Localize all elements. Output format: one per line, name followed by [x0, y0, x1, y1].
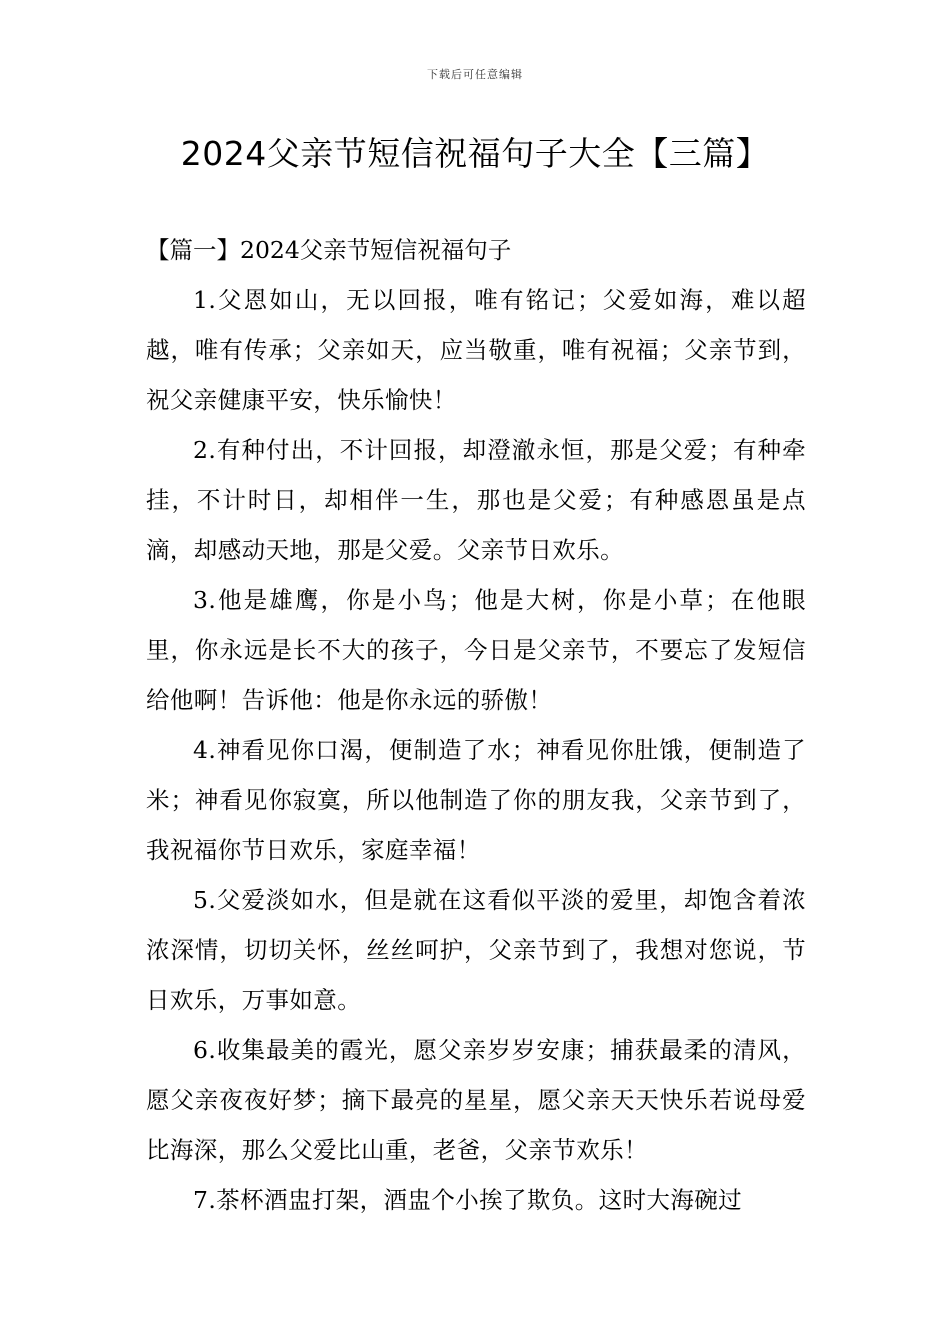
section-heading: 【篇一】2024父亲节短信祝福句子 — [146, 236, 512, 264]
paragraph-4: 4.神看见你口渴，便制造了水；神看见你肚饿，便制造了米；神看见你寂寞，所以他制造了你的朋友我，父亲节到了，我祝福你节日欢乐，家庭幸福！ — [146, 736, 806, 864]
header-note: 下载后可任意编辑 — [427, 68, 523, 81]
paragraph-6: 6.收集最美的霞光，愿父亲岁岁安康；捕获最柔的清风，愿父亲夜夜好梦；摘下最亮的星星，愿父亲天天快乐若说母爱比海深，那么父爱比山重，老爸，父亲节欢乐！ — [146, 1036, 806, 1164]
paragraph-2: 2.有种付出，不计回报，却澄澈永恒，那是父爱；有种牵挂，不计时日，却相伴一生，那也是父爱；有种感恩虽是点滴，却感动天地，那是父爱。父亲节日欢乐。 — [146, 436, 806, 564]
document-title: 2024父亲节短信祝福句子大全【三篇】 — [180, 134, 770, 173]
paragraph-3: 3.他是雄鹰，你是小鸟；他是大树，你是小草；在他眼里，你永远是长不大的孩子，今日是父亲节，不要忘了发短信给他啊！告诉他：他是你永远的骄傲！ — [146, 586, 806, 714]
paragraph-1: 1.父恩如山，无以回报，唯有铭记；父爱如海，难以超越，唯有传承；父亲如天，应当敬重，唯有祝福；父亲节到，祝父亲健康平安，快乐愉快！ — [146, 286, 806, 414]
paragraph-5: 5.父爱淡如水，但是就在这看似平淡的爱里，却饱含着浓浓深情，切切关怀，丝丝呵护，父亲节到了，我想对您说，节日欢乐，万事如意。 — [146, 886, 806, 1014]
paragraph-7: 7.茶杯酒盅打架，酒盅个小挨了欺负。这时大海碗过 — [193, 1186, 743, 1214]
document-body — [146, 225, 806, 1225]
